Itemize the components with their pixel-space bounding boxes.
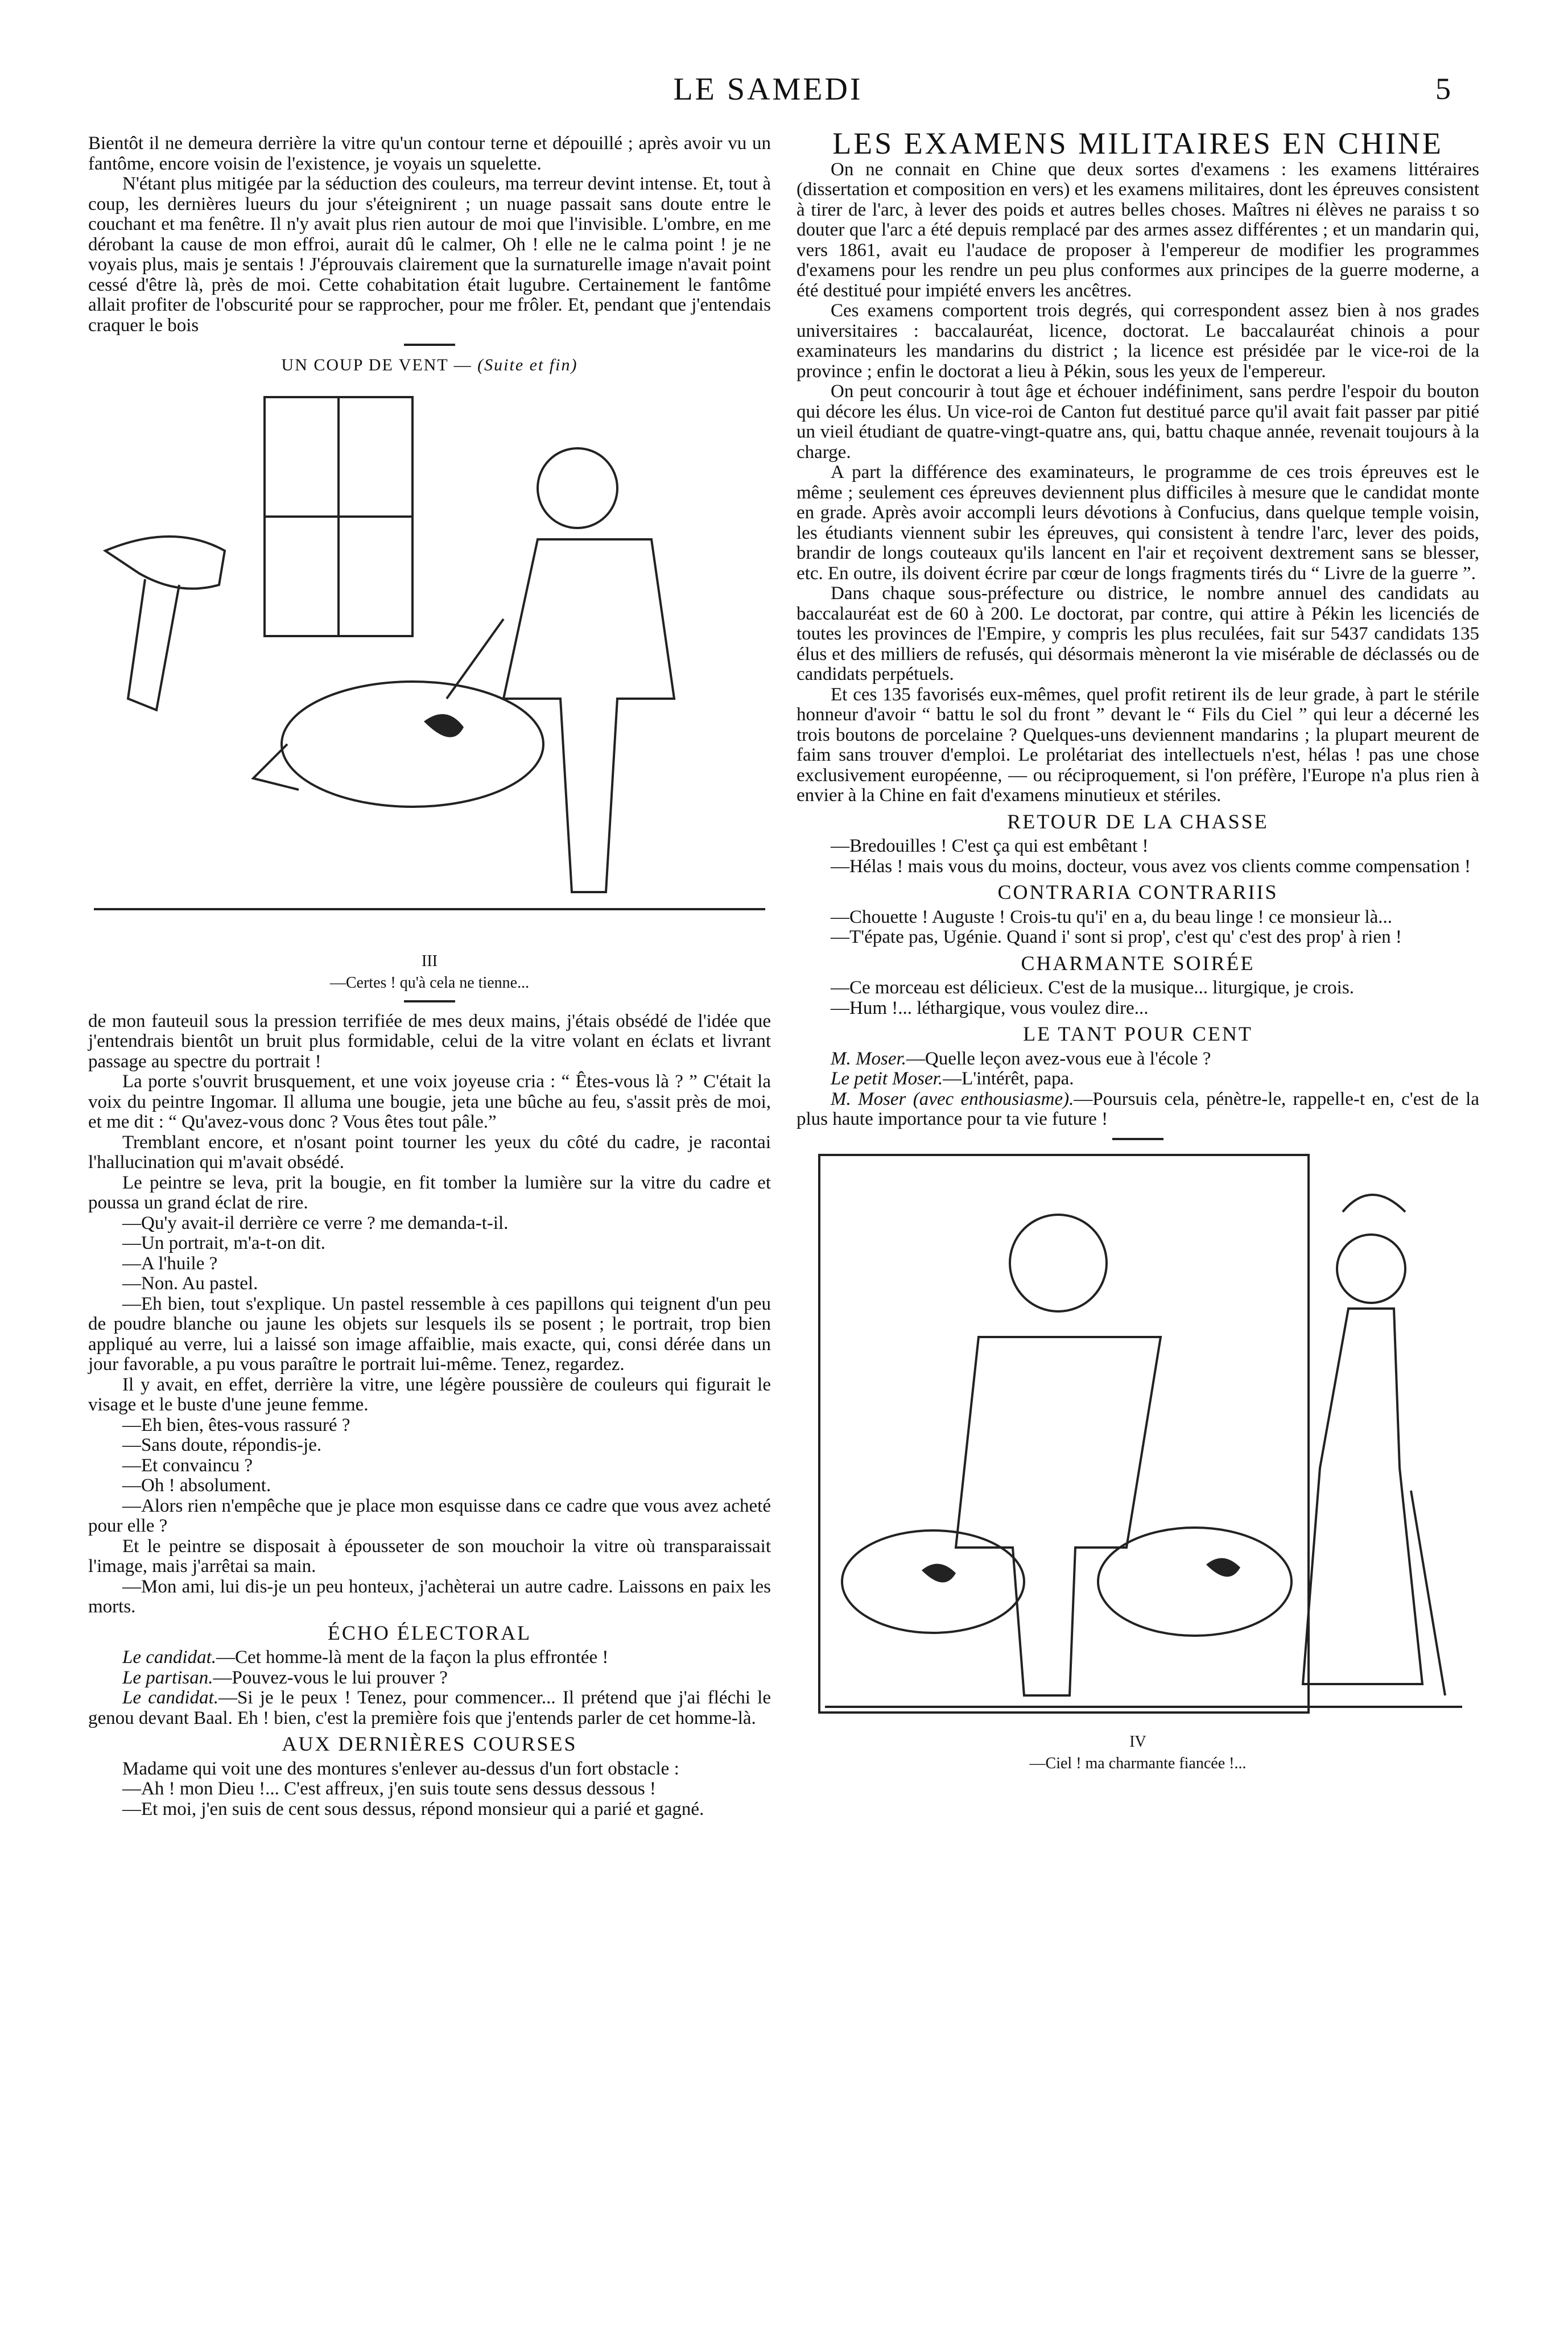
paragraph: Dans chaque sous-préfecture ou districe, le nombre annuel des candidats au baccalauréat est de 60 à 200. Le doctorat, par contre, qui attire à Pékin les licenciés de toutes les provinces de l'Empire, y compris les plus reculées, fait sur 5437 candidats 135 élus et des milliers de refusés, qui désormais mèneront la vie misérable de déclassés ou de candidats perpétuels. xyxy=(797,583,1479,684)
figure-title xyxy=(88,355,771,376)
dialogue-line xyxy=(88,1688,771,1728)
dialogue-line: —Un portrait, m'a-t-on dit. xyxy=(122,1233,325,1253)
speaker: Le partisan. xyxy=(122,1667,213,1688)
woman-head xyxy=(1337,1235,1405,1303)
leash xyxy=(447,619,504,699)
illustration-fiancee-scene xyxy=(808,1149,1468,1730)
figure-number: IV xyxy=(1129,1732,1146,1751)
paragraph: Et ces 135 favorisés eux-mêmes, quel profit retirent ils de leur grade, à part le stérile honneur d'avoir “ battu le sol du front ” devant le “ Fils du Ciel ” qui leur a décerné les trois boutons de porcelaine ? Quelques-uns deviennent mandarins ; la plupart meurent de faim sans trouver d'emploi. Le prolétariat des intellectuels n'est, hélas ! pas une chose exclusivement européenne, — ou réciproquement, si l'on préfère, l'Europe n'a plus rien à envier à la Chine en fait d'examens minutieux et stériles. xyxy=(797,684,1479,806)
illustration-border xyxy=(819,1155,1309,1713)
dialogue-text: —Cet homme-là ment de la façon la plus effrontée ! xyxy=(216,1647,609,1668)
umbrella xyxy=(1411,1491,1445,1695)
falling-man xyxy=(105,537,225,589)
woman-hat xyxy=(1343,1195,1405,1212)
dialogue-line: —Bredouilles ! C'est ça qui est embêtant ! xyxy=(831,836,1149,856)
page-number: 5 xyxy=(1435,72,1451,106)
divider xyxy=(1112,1138,1163,1140)
paragraph: A part la différence des examinateurs, le programme de ces trois épreuves est le même ; seulement ces épreuves deviennent plus difficiles à mesure que le candidat monte en grade. Après avoir accompli leurs dévotions à Confucius, dans quelque temple voisin, les étudiants viennent subir les épreuves, qui consistent à tendre l'arc, lever des poids, brandir de longs couteaux qu'ils lancent en l'air et reçoivent dextrement sans se blesser, etc. En outre, ils doivent écrire par cœur de longs fragments tirés du “ Livre de la guerre ”. xyxy=(797,462,1479,584)
figure-number: III xyxy=(422,952,438,970)
figure-title-text: UN COUP DE VENT — xyxy=(281,356,478,374)
man-head xyxy=(1010,1215,1107,1311)
dialogue-text: —Si je le peux ! Tenez, pour commencer... Il prétend que j'ai fléchi le genou devant Baal. Eh ! bien, c'est la première fois que j'entends parler de cet homme-là. xyxy=(88,1687,771,1728)
dialogue-text: —Poursuis cela, pénètre-le, rappelle-t en, c'est de la plus haute importance pour ta vie future ! xyxy=(797,1088,1479,1129)
paragraph: Le peintre se leva, prit la bougie, en fit tomber la lumière sur la vitre du cadre et poussa un grand éclat de rire. xyxy=(88,1172,771,1213)
dialogue-line: —Et moi, j'en suis de cent sous dessus, répond monsieur qui a parié et gagné. xyxy=(122,1798,704,1819)
paragraph: On peut concourir à tout âge et échouer indéfiniment, sans perdre l'espoir du bouton qui décore les élus. Un vice-roi de Canton fut destitué parce qu'il avait fait passer par pitié un vieil étudiant de quatre-vingt-quatre ans, qui, battu chaque année, revenait toujours à la charge. xyxy=(797,381,1479,463)
pig xyxy=(282,682,543,807)
dialogue-text: —Pouvez-vous le lui prouver ? xyxy=(213,1667,448,1688)
pig-left xyxy=(842,1530,1024,1633)
paragraph: On ne connait en Chine que deux sortes d'examens : les examens littéraires (dissertation et composition en vers) et les examens militaires, dont les épreuves consistent à tirer de l'arc, à lever des poids et autres belles choses. Maîtres ni élèves ne paraiss t so douter que l'arc a été depuis remplacé par des armes assez différentes ; et un mandarin qui, vers 1861, avait eu l'audace de proposer à l'empereur de modifier les programmes d'examens pour les rendre un peu plus conformes aux principes de la guerre moderne, a été destitué pour impiété envers les ancêtres. xyxy=(797,159,1479,301)
section-heading: CHARMANTE SOIRÉE xyxy=(1021,951,1255,975)
man-body xyxy=(956,1337,1161,1695)
dialogue-line: —Eh bien, êtes-vous rassuré ? xyxy=(122,1414,350,1435)
article-title: LES EXAMENS MILITAIRES EN CHINE xyxy=(832,126,1443,160)
page-header xyxy=(85,71,1451,111)
woman-dress xyxy=(1303,1309,1422,1684)
paragraph: Ces examens comportent trois degrés, qui correspondent assez bien à nos grades universitaires : baccalauréat, licence, doctorat. Le baccalauréat chinois a pour examinateurs les mandarins du district ; la licence est présidée par le vice-roi de la province ; enfin le doctorat a lieu à Pékin, sous les yeux de l'empereur. xyxy=(797,300,1479,382)
paragraph: N'étant plus mitigée par la séduction des couleurs, ma terreur devint intense. Et, tout à coup, les dernières lueurs du jour s'éteignirent ; un nuage passait sans doute entre le couchant et ma fenêtre. Il n'y avait plus rien autour de moi que l'invisible. L'ombre, en me dérobant la cause de mon effroi, aurait dû le calmer, Oh ! elle ne le calma point ! je ne voyais plus, mais je sentais ! J'éprouvais clairement que la surnaturelle image n'avait point cessé d'être là, près de moi. Cette cohabitation était lugubre. Certainement le fantôme allait profiter de l'obscurité pour se rapprocher, pour me frôler. Et, pendant que j'entendais craquer le bois xyxy=(88,174,771,336)
divider xyxy=(404,1000,455,1002)
figure-caption: —Ciel ! ma charmante fiancée !... xyxy=(1029,1754,1247,1772)
dialogue-line: —Oh ! absolument. xyxy=(122,1475,271,1496)
paragraph: Tremblant encore, et n'osant point tourner les yeux du côté du cadre, je racontai l'hallucination qui m'avait obsédé. xyxy=(88,1132,771,1173)
dialogue-line: —T'épate pas, Ugénie. Quand i' sont si prop', c'est qu' c'est des prop' à rien ! xyxy=(831,927,1402,947)
dialogue-line xyxy=(88,1648,771,1668)
dialogue-line: —Hum !... léthargique, vous voulez dire... xyxy=(831,997,1149,1018)
section-heading: LE TANT POUR CENT xyxy=(1023,1022,1253,1045)
paragraph: de mon fauteuil sous la pression terrifiée de mes deux mains, j'étais obsédé de l'idée que j'entendrais bientôt un bruit plus formidable, celui de la vitre volant en éclats et livrant passage au spectre du portrait ! xyxy=(88,1010,771,1072)
section-heading: AUX DERNIÈRES COURSES xyxy=(282,1732,577,1755)
man-head xyxy=(538,448,617,528)
dialogue-text: —L'intérêt, papa. xyxy=(943,1068,1074,1089)
dialogue-line xyxy=(797,1049,1479,1070)
left-column xyxy=(88,134,771,1819)
dialogue-text: —Quelle leçon avez-vous eue à l'école ? xyxy=(906,1048,1211,1069)
paragraph: —Eh bien, tout s'explique. Un pastel ressemble à ces papillons qui teignent d'un peu de poudre blanche ou jaune les objets sur lesquels ils se posent ; le portrait, trop bien appliqué au verre, lui a laissé son image affaiblie, mais exacte, qui, consi dérée dans un jour favorable, a pu vous paraître le portrait lui-même. Tenez, regardez. xyxy=(88,1293,771,1375)
dialogue-line xyxy=(797,1069,1479,1090)
dialogue-line: —Chouette ! Auguste ! Crois-tu qu'i' en a, du beau linge ! ce monsieur là... xyxy=(831,906,1393,927)
dialogue-line: —Qu'y avait-il derrière ce verre ? me demanda-t-il. xyxy=(122,1212,509,1233)
paragraph: —Alors rien n'empêche que je place mon esquisse dans ce cadre que vous avez acheté pour elle ? xyxy=(88,1495,771,1536)
illustration-pig-scene xyxy=(94,380,765,949)
newspaper-title: LE SAMEDI xyxy=(673,72,863,107)
paragraph: Il y avait, en effet, derrière la vitre, une légère poussière de couleurs qui figurait le visage et le buste d'une jeune femme. xyxy=(88,1374,771,1415)
dialogue-line: —Ce morceau est délicieux. C'est de la musique... liturgique, je crois. xyxy=(831,977,1354,998)
dialogue-line: —Ah ! mon Dieu !... C'est affreux, j'en suis toute sens dessus dessous ! xyxy=(122,1779,656,1799)
dialogue-line: —Hélas ! mais vous du moins, docteur, vous avez vos clients comme compensation ! xyxy=(831,856,1471,877)
section-heading: ÉCHO ÉLECTORAL xyxy=(327,1621,532,1644)
speaker: M. Moser. xyxy=(831,1048,906,1069)
speaker: Le petit Moser. xyxy=(831,1068,943,1089)
section-heading: CONTRARIA CONTRARIIS xyxy=(997,881,1278,903)
speaker: Le candidat. xyxy=(122,1647,216,1668)
dialogue-line: —Et convaincu ? xyxy=(122,1455,253,1476)
dialogue-line xyxy=(88,1668,771,1689)
divider xyxy=(404,344,455,346)
speaker: Le candidat. xyxy=(122,1687,219,1708)
dialogue-line: —Sans doute, répondis-je. xyxy=(122,1435,322,1455)
paragraph: Bientôt il ne demeura derrière la vitre qu'un contour terne et dépouillé ; après avoir vu un fantôme, encore voisin de l'existence, je voyais un squelette. xyxy=(88,133,771,174)
figure-caption: —Certes ! qu'à cela ne tienne... xyxy=(329,973,530,992)
paragraph: —Mon ami, lui dis-je un peu honteux, j'achèterai un autre cadre. Laissons en paix les morts. xyxy=(88,1576,771,1617)
dialogue-line: —Non. Au pastel. xyxy=(122,1273,258,1294)
speaker: M. Moser (avec enthousiasme). xyxy=(831,1088,1074,1109)
dialogue-line: —A l'huile ? xyxy=(122,1253,218,1274)
paragraph: La porte s'ouvrit brusquement, et une voix joyeuse cria : “ Êtes-vous là ? ” C'était la voix du peintre Ingomar. Il alluma une bougie, jeta une bûche au feu, s'assit près de moi, et me dit : “ Qu'avez-vous donc ? Vous êtes tout pâle.” xyxy=(88,1071,771,1132)
section-heading: RETOUR DE LA CHASSE xyxy=(1007,810,1269,833)
figure-title-italic: (Suite et fin) xyxy=(477,356,578,374)
dialogue-line xyxy=(797,1090,1479,1130)
right-column xyxy=(797,126,1479,1774)
pig-right xyxy=(1098,1528,1291,1636)
paragraph: Et le peintre se disposait à épousseter de son mouchoir la vitre où transparaissait l'image, mais j'arrêtai sa main. xyxy=(88,1536,771,1577)
paragraph: Madame qui voit une des montures s'enlever au-dessus d'un fort obstacle : xyxy=(122,1758,679,1779)
